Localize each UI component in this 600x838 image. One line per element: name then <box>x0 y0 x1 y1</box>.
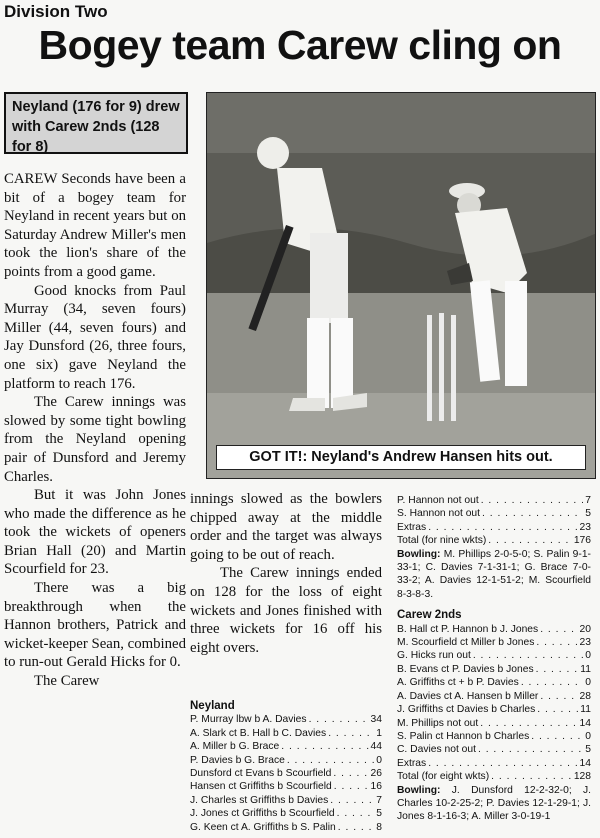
paragraph: But it was John Jones who made the difference as he took the wickets of openers Brian Hall (20) and Martin Scourfield for 23. <box>4 487 186 578</box>
batsman-entry: A. Slark ct B. Hall b C. Davies <box>190 727 327 739</box>
runs-score: 23 <box>579 637 591 649</box>
dot-leader <box>328 727 374 740</box>
bowling-figures <box>397 548 591 602</box>
bowling-text: M. Phillips 2-0-5-0; S. Palin 9-1-33-1; C. Davies 7-1-31-1; G. Brace 7-0-33-2; A. Davies 12-1-51-2; M. Scourfield 8-3-8-3. <box>397 548 591 600</box>
runs-score: 7 <box>585 495 591 506</box>
scorecard-row <box>190 713 382 726</box>
scorecard-row <box>397 717 591 730</box>
paragraph: innings slowed as the bowlers chipped away at the middle order and the target was always going to be out of reach. <box>190 491 382 563</box>
runs-score: 34 <box>370 714 382 726</box>
dot-leader <box>337 807 375 820</box>
scorecard-row <box>397 494 591 507</box>
cricket-photo-illustration <box>207 93 596 479</box>
runs-score: 176 <box>573 535 591 547</box>
batsman-entry: S. Hannon not out <box>397 508 481 520</box>
neyland-rows-continued <box>397 494 591 548</box>
article-column-2 <box>190 490 382 657</box>
dot-leader <box>482 507 583 520</box>
dot-leader <box>428 757 577 770</box>
scorecard-row <box>397 623 591 636</box>
dot-leader <box>536 663 579 676</box>
batsman-entry: G. Keen ct A. Griffiths b S. Palin <box>190 821 336 833</box>
dot-leader <box>330 794 374 807</box>
runs-score: 7 <box>376 794 382 806</box>
dot-leader <box>540 690 577 703</box>
batsman-entry: Extras <box>397 521 427 533</box>
batsman-entry: Total (for nine wkts) <box>397 535 487 547</box>
dot-leader <box>287 754 374 767</box>
scorecard-row <box>397 521 591 534</box>
scorecard-row <box>397 743 591 756</box>
dot-leader <box>481 494 584 507</box>
runs-score: 0 <box>585 730 591 742</box>
bowling-label: Bowling: <box>397 548 441 560</box>
scorecard-row <box>397 649 591 662</box>
scorecard-row <box>397 730 591 743</box>
runs-score: 26 <box>370 768 382 780</box>
scorecard-row <box>190 767 382 780</box>
batsman-entry: P. Hannon not out <box>397 495 479 506</box>
scorecard-row <box>190 794 382 807</box>
dot-leader <box>536 636 577 649</box>
scorecard-row <box>397 690 591 703</box>
scorecard-row <box>397 703 591 716</box>
runs-score: 128 <box>573 771 591 783</box>
scorecard-column-3 <box>397 494 591 824</box>
dot-leader <box>537 703 578 716</box>
batsman-entry: A. Davies ct A. Hansen b Miller <box>397 690 539 702</box>
dot-leader <box>491 770 572 783</box>
batsman-entry: Hansen ct Griffiths b Scourfield <box>190 781 332 793</box>
batsman-entry: J. Charles st Griffiths b Davies <box>190 794 329 806</box>
batsman-entry: A. Miller b G. Brace <box>190 741 280 753</box>
runs-score: 11 <box>580 704 591 716</box>
runs-score: 0 <box>585 677 591 689</box>
scorecard-row <box>397 770 591 783</box>
batsman-entry: B. Evans ct P. Davies b Jones <box>397 663 534 675</box>
neyland-rows <box>190 713 382 834</box>
dot-leader <box>480 717 577 730</box>
section-label: Division Two <box>4 2 108 21</box>
dot-leader <box>473 649 583 662</box>
dot-leader <box>338 821 375 834</box>
runs-score: 16 <box>370 781 382 793</box>
dot-leader <box>521 676 583 689</box>
scorecard-row <box>190 754 382 767</box>
runs-score: 5 <box>376 808 382 820</box>
dot-leader <box>478 743 583 756</box>
scorecard-row <box>190 821 382 834</box>
paragraph: There was a big breakthrough when the Hannon brothers, Patrick and wicket-keeper Sean, combined to run-out Gerald Hicks for 0. <box>4 580 187 671</box>
headline: Bogey team Carew cling on <box>38 22 562 68</box>
batsman-entry: C. Davies not out <box>397 744 476 756</box>
dot-leader <box>281 740 368 753</box>
dot-leader <box>309 713 369 726</box>
dot-leader <box>540 623 577 636</box>
scorecard-row <box>397 534 591 547</box>
dot-leader <box>334 780 369 793</box>
runs-score: 5 <box>585 744 591 756</box>
runs-score: 14 <box>579 717 591 729</box>
carew-rows <box>397 623 591 784</box>
runs-score: 8 <box>376 821 382 833</box>
runs-score: 20 <box>579 623 591 635</box>
photo-caption: GOT IT!: Neyland's Andrew Hansen hits out. <box>216 445 586 470</box>
batsman-entry: P. Murray lbw b A. Davies <box>190 714 307 726</box>
scorecard-row <box>190 727 382 740</box>
runs-score: 0 <box>376 754 382 766</box>
paragraph: The Carew <box>34 673 100 690</box>
runs-score: 23 <box>579 521 591 533</box>
batsman-entry: M. Phillips not out <box>397 717 479 729</box>
batsman-entry: Extras <box>397 757 427 769</box>
dot-leader <box>428 521 577 534</box>
runs-score: 0 <box>585 650 591 662</box>
dot-leader <box>488 534 572 547</box>
paragraph: The Carew innings ended on 128 for the loss of eight wickets and Jones finished with three wickets for 16 off his eight overs. <box>190 565 382 656</box>
scorecard-row <box>397 663 591 676</box>
runs-score: 1 <box>376 727 382 739</box>
scorecard-heading: Carew 2nds <box>397 609 462 622</box>
scorecard-row <box>190 780 382 793</box>
batsman-entry: B. Hall ct P. Hannon b J. Jones <box>397 623 539 635</box>
batsman-entry: P. Davies b G. Brace <box>190 754 285 766</box>
paragraph: Good knocks from Paul Murray (34, seven fours) Miller (44, seven fours) and Jay Dunsford (26, three fours, one six) gave Neyland the platform to reach 176. <box>4 282 186 392</box>
runs-score: 28 <box>579 690 591 702</box>
scorecard-row <box>397 676 591 689</box>
scorecard-row <box>190 807 382 820</box>
dot-leader <box>333 767 368 780</box>
scorecard-heading: Neyland <box>190 700 235 712</box>
runs-score: 11 <box>580 663 591 675</box>
runs-score: 14 <box>579 757 591 769</box>
batsman-entry: Total (for eight wkts) <box>397 771 490 783</box>
batsman-entry: A. Griffiths ct + b P. Davies <box>397 677 519 689</box>
scorecard-row <box>190 740 382 753</box>
batsman-entry: G. Hicks run out <box>397 650 471 662</box>
batsman-entry: S. Palin ct Hannon b Charles <box>397 730 530 742</box>
runs-score: 44 <box>370 741 382 753</box>
photo <box>206 92 596 479</box>
batsman-entry: J. Jones ct Griffiths b Scourfield <box>190 808 335 820</box>
bowling-figures <box>397 784 591 824</box>
scorecard-row <box>397 757 591 770</box>
bowling-text: J. Dunsford 12-2-32-0; J. Charles 10-2-25-2; P. Davies 12-1-29-1; J. Jones 8-1-16-3; A. Miller 3-0-19-1 <box>397 784 591 823</box>
article-column-1 <box>4 170 186 691</box>
scorecard-row <box>397 636 591 649</box>
runs-score: 5 <box>585 508 591 520</box>
bowling-label: Bowling: <box>397 784 441 796</box>
standfirst-box: Neyland (176 for 9) drew with Carew 2nds (128 for 8) <box>4 92 188 154</box>
dot-leader <box>531 730 583 743</box>
paragraph: The Carew innings was slowed by some tight bowling from the Neyland opening pair of Dunsford and Jeremy Charles. <box>4 394 186 485</box>
neyland-scorecard <box>190 700 382 834</box>
paragraph: CAREW Seconds have been a bit of a bogey team for Neyland in recent years but on Saturday Andrew Miller's men took the lion's share of the points from a good game. <box>4 171 186 280</box>
batsman-entry: M. Scourfield ct Miller b Jones <box>397 637 535 649</box>
batsman-entry: Dunsford ct Evans b Scourfield <box>190 768 332 780</box>
batsman-entry: J. Griffiths ct Davies b Charles <box>397 704 536 716</box>
scorecard-row <box>397 507 591 520</box>
